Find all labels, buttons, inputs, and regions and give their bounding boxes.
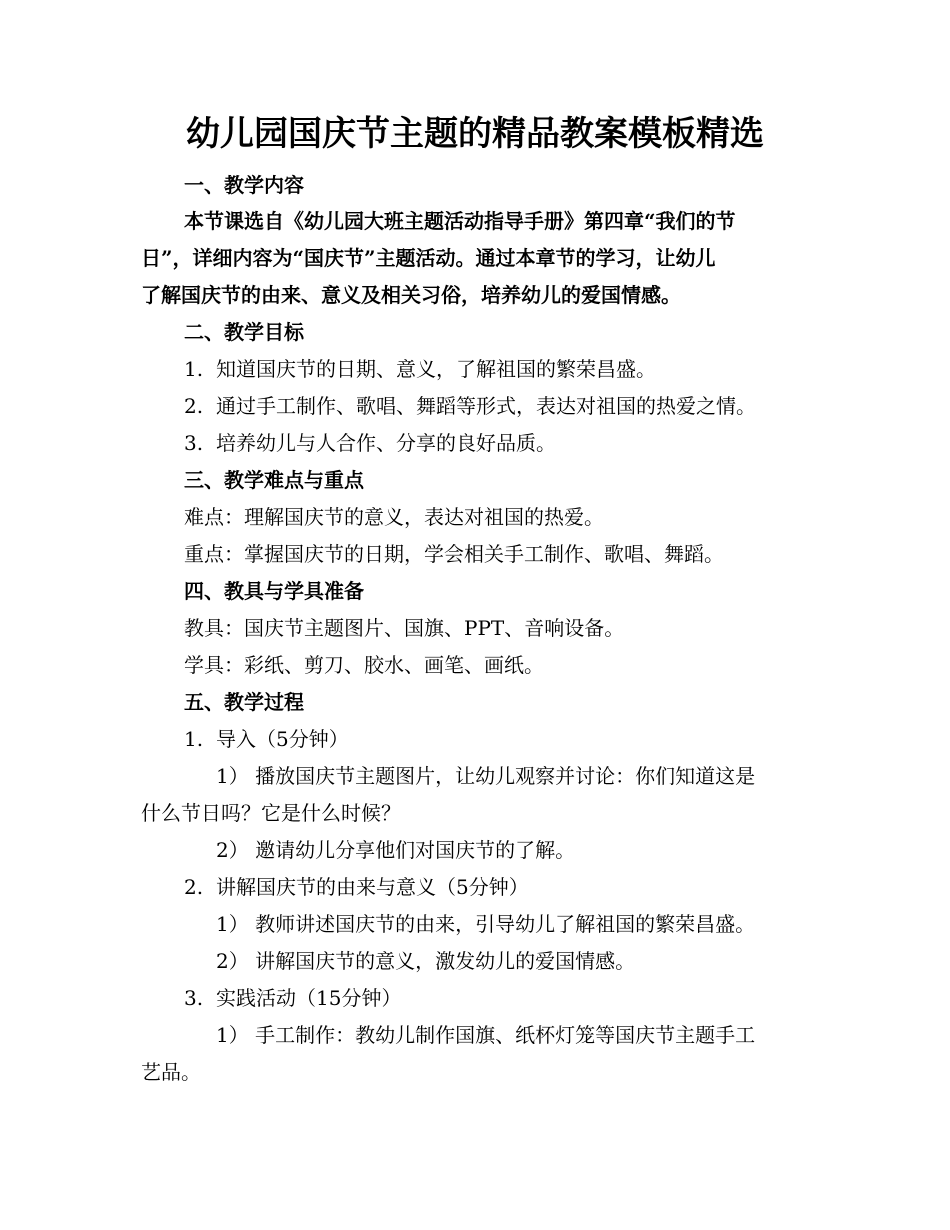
document-title: 幼儿园国庆节主题的精品教案模板精选 <box>186 114 764 154</box>
step2-sub2: 2） 讲解国庆节的意义，激发幼儿的爱国情感。 <box>216 949 636 973</box>
key-point-text: 重点：掌握国庆节的日期，学会相关手工制作、歌唱、舞蹈。 <box>184 542 724 566</box>
content-paragraph-line-1: 本节课选自《幼儿园大班主题活动指导手册》第四章“我们的节 <box>184 209 736 233</box>
content-paragraph-line-3: 了解国庆节的由来、意义及相关习俗，培养幼儿的爱国情感。 <box>141 283 681 307</box>
content-paragraph-line-2: 日”，详细内容为“国庆节”主题活动。通过本章节的学习，让幼儿 <box>141 246 716 270</box>
process-step-number: 1. <box>184 727 204 751</box>
process-step-number: 3. <box>184 986 204 1010</box>
process-step-label: 实践活动（15分钟） <box>216 986 402 1010</box>
difficulty-text: 难点：理解国庆节的意义，表达对祖国的热爱。 <box>184 505 604 529</box>
learning-aids-text: 学具：彩纸、剪刀、胶水、画笔、画纸。 <box>184 653 544 677</box>
process-step-3 <box>184 984 401 1012</box>
step2-sub1: 1） 教师讲述国庆节的由来，引导幼儿了解祖国的繁荣昌盛。 <box>216 912 756 936</box>
section-heading-content: 一、教学内容 <box>184 173 304 197</box>
goal-item-number: 1. <box>184 357 204 381</box>
goal-item-text: 知道国庆节的日期、意义，了解祖国的繁荣昌盛。 <box>216 357 656 381</box>
teaching-aids-text: 教具：国庆节主题图片、国旗、PPT、音响设备。 <box>184 616 625 640</box>
goal-item-number: 2. <box>184 394 204 418</box>
section-heading-difficulties: 三、教学难点与重点 <box>184 468 364 492</box>
goal-item-text: 通过手工制作、歌唱、舞蹈等形式，表达对祖国的热爱之情。 <box>216 394 756 418</box>
goal-item-text: 培养幼儿与人合作、分享的良好品质。 <box>216 431 556 455</box>
section-heading-process: 五、教学过程 <box>184 690 304 714</box>
section-heading-goals: 二、教学目标 <box>184 320 304 344</box>
process-step-label: 讲解国庆节的由来与意义（5分钟） <box>216 875 529 899</box>
step1-sub1-line-2: 什么节日吗？它是什么时候？ <box>141 801 401 825</box>
process-step-2 <box>184 873 529 901</box>
step3-sub1-line-1: 1） 手工制作：教幼儿制作国旗、纸杯灯笼等国庆节主题手工 <box>216 1023 756 1047</box>
step1-sub1-line-1: 1） 播放国庆节主题图片，让幼儿观察并讨论：你们知道这是 <box>216 764 756 788</box>
section-heading-materials: 四、教具与学具准备 <box>184 579 364 603</box>
goal-item-1 <box>184 355 656 383</box>
process-step-label: 导入（5分钟） <box>216 727 349 751</box>
goal-item-number: 3. <box>184 431 204 455</box>
goal-item-3 <box>184 429 556 457</box>
step3-sub1-line-2: 艺品。 <box>141 1060 201 1084</box>
process-step-1 <box>184 725 349 753</box>
step1-sub2: 2） 邀请幼儿分享他们对国庆节的了解。 <box>216 838 576 862</box>
process-step-number: 2. <box>184 875 204 899</box>
goal-item-2 <box>184 392 756 420</box>
